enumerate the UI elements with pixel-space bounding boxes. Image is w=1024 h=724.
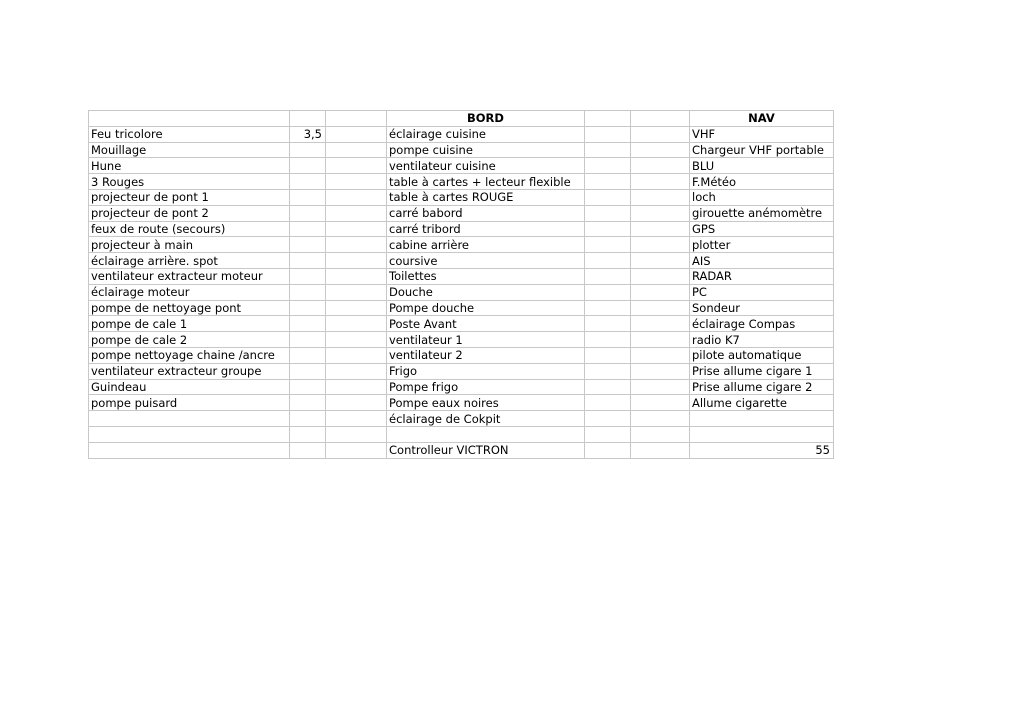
table-row — [89, 363, 834, 379]
table-row — [89, 268, 834, 284]
cell-equipment-a[interactable] — [89, 442, 290, 458]
cell-empty-e[interactable] — [585, 126, 631, 142]
cell-equipment-bord[interactable]: pompe cuisine — [387, 142, 585, 158]
cell-equipment-bord[interactable]: Pompe frigo — [387, 379, 585, 395]
cell-empty-c[interactable] — [326, 142, 387, 158]
cell-equipment-bord[interactable]: Douche — [387, 284, 585, 300]
cell-empty-e[interactable] — [585, 379, 631, 395]
cell-empty-e[interactable] — [585, 268, 631, 284]
cell-equipment-bord[interactable]: Frigo — [387, 363, 585, 379]
cell-empty-e[interactable] — [585, 205, 631, 221]
table-row — [89, 221, 834, 237]
cell-equipment-bord[interactable]: ventilateur cuisine — [387, 158, 585, 174]
cell-empty-c[interactable] — [326, 268, 387, 284]
cell-equipment-a[interactable]: éclairage arrière. spot — [89, 253, 290, 269]
table-row — [89, 379, 834, 395]
cell-equipment-bord[interactable] — [387, 426, 585, 442]
cell-equipment-a[interactable]: Hune — [89, 158, 290, 174]
cell-empty-f[interactable] — [631, 411, 690, 427]
table-row — [89, 189, 834, 205]
cell-value-b[interactable] — [290, 426, 326, 442]
cell-equipment-bord[interactable]: Pompe douche — [387, 300, 585, 316]
cell-value-b[interactable] — [290, 268, 326, 284]
cell[interactable] — [326, 111, 387, 127]
table-row — [89, 142, 834, 158]
cell-empty-c[interactable] — [326, 332, 387, 348]
cell-empty-c[interactable] — [326, 284, 387, 300]
cell-empty-e[interactable] — [585, 442, 631, 458]
cell-equipment-nav[interactable]: plotter — [690, 237, 834, 253]
cell-value-b[interactable] — [290, 158, 326, 174]
cell-value-b[interactable] — [290, 363, 326, 379]
cell-equipment-bord[interactable]: Controlleur VICTRON — [387, 442, 585, 458]
cell-value-b[interactable] — [290, 253, 326, 269]
table-row — [89, 237, 834, 253]
cell-empty-f[interactable] — [631, 332, 690, 348]
table-row — [89, 158, 834, 174]
cell-value-b[interactable] — [290, 284, 326, 300]
cell-empty-f[interactable] — [631, 158, 690, 174]
table-row — [89, 332, 834, 348]
cell-equipment-bord[interactable]: Pompe eaux noires — [387, 395, 585, 411]
cell-equipment-nav[interactable]: Sondeur — [690, 300, 834, 316]
cell[interactable] — [631, 111, 690, 127]
cell-equipment-nav[interactable]: Prise allume cigare 2 — [690, 379, 834, 395]
cell-empty-c[interactable] — [326, 442, 387, 458]
cell-equipment-nav[interactable]: GPS — [690, 221, 834, 237]
cell-equipment-bord[interactable]: Toilettes — [387, 268, 585, 284]
cell-value-b[interactable]: 3,5 — [290, 126, 326, 142]
cell-empty-f[interactable] — [631, 363, 690, 379]
cell-empty-c[interactable] — [326, 379, 387, 395]
cell-empty-c[interactable] — [326, 347, 387, 363]
cell-equipment-a[interactable] — [89, 426, 290, 442]
cell-empty-e[interactable] — [585, 316, 631, 332]
table-row — [89, 284, 834, 300]
cell-empty-f[interactable] — [631, 347, 690, 363]
cell-equipment-nav[interactable]: Prise allume cigare 1 — [690, 363, 834, 379]
spreadsheet-table — [88, 110, 834, 459]
cell-empty-e[interactable] — [585, 363, 631, 379]
cell-equipment-a[interactable]: Guindeau — [89, 379, 290, 395]
table-row — [89, 411, 834, 427]
cell-equipment-bord[interactable]: carré tribord — [387, 221, 585, 237]
cell-equipment-nav[interactable]: loch — [690, 189, 834, 205]
cell-equipment-bord[interactable]: carré babord — [387, 205, 585, 221]
cell-empty-f[interactable] — [631, 253, 690, 269]
cell-equipment-nav[interactable]: radio K7 — [690, 332, 834, 348]
cell-equipment-a[interactable]: 3 Rouges — [89, 174, 290, 190]
cell-empty-f[interactable] — [631, 221, 690, 237]
cell-equipment-bord[interactable]: coursive — [387, 253, 585, 269]
cell-value-b[interactable] — [290, 395, 326, 411]
cell-empty-c[interactable] — [326, 158, 387, 174]
cell-value-b[interactable] — [290, 347, 326, 363]
cell-empty-c[interactable] — [326, 363, 387, 379]
cell-value-b[interactable] — [290, 300, 326, 316]
cell-equipment-bord[interactable]: Poste Avant — [387, 316, 585, 332]
cell-equipment-nav[interactable] — [690, 411, 834, 427]
cell-value-b[interactable] — [290, 174, 326, 190]
cell-empty-f[interactable] — [631, 142, 690, 158]
header-nav[interactable]: NAV — [690, 111, 834, 127]
cell-equipment-bord[interactable]: éclairage de Cokpit — [387, 411, 585, 427]
cell-empty-e[interactable] — [585, 300, 631, 316]
table-row — [89, 300, 834, 316]
cell-empty-e[interactable] — [585, 189, 631, 205]
cell-empty-c[interactable] — [326, 174, 387, 190]
cell-value-b[interactable] — [290, 411, 326, 427]
cell-equipment-a[interactable]: Feu tricolore — [89, 126, 290, 142]
cell-equipment-a[interactable]: projecteur à main — [89, 237, 290, 253]
table-row — [89, 442, 834, 458]
cell-empty-c[interactable] — [326, 205, 387, 221]
cell-value-b[interactable] — [290, 205, 326, 221]
cell-empty-c[interactable] — [326, 253, 387, 269]
cell-equipment-a[interactable]: pompe nettoyage chaine /ancre — [89, 347, 290, 363]
cell-empty-e[interactable] — [585, 332, 631, 348]
cell-equipment-nav[interactable]: AIS — [690, 253, 834, 269]
cell-equipment-nav[interactable]: RADAR — [690, 268, 834, 284]
cell-empty-f[interactable] — [631, 189, 690, 205]
cell-equipment-nav[interactable]: Chargeur VHF portable — [690, 142, 834, 158]
cell-equipment-nav[interactable] — [690, 426, 834, 442]
cell-empty-f[interactable] — [631, 268, 690, 284]
cell-equipment-a[interactable]: pompe de cale 2 — [89, 332, 290, 348]
cell-empty-f[interactable] — [631, 395, 690, 411]
cell-empty-c[interactable] — [326, 237, 387, 253]
cell-value-b[interactable] — [290, 332, 326, 348]
cell-equipment-a[interactable]: ventilateur extracteur moteur — [89, 268, 290, 284]
cell-empty-f[interactable] — [631, 126, 690, 142]
cell-empty-e[interactable] — [585, 142, 631, 158]
cell-value-b[interactable] — [290, 379, 326, 395]
cell-empty-c[interactable] — [326, 189, 387, 205]
cell-empty-e[interactable] — [585, 174, 631, 190]
cell-value-h[interactable]: 55 — [761, 442, 834, 458]
cell-equipment-a[interactable]: feux de route (secours) — [89, 221, 290, 237]
cell-equipment-nav[interactable] — [690, 442, 761, 458]
cell-empty-e[interactable] — [585, 253, 631, 269]
cell[interactable] — [585, 111, 631, 127]
cell-empty-e[interactable] — [585, 426, 631, 442]
cell-equipment-nav[interactable]: PC — [690, 284, 834, 300]
cell-equipment-bord[interactable]: ventilateur 2 — [387, 347, 585, 363]
cell-equipment-a[interactable]: pompe de nettoyage pont — [89, 300, 290, 316]
cell[interactable] — [89, 111, 290, 127]
cell-empty-e[interactable] — [585, 221, 631, 237]
cell-value-b[interactable] — [290, 221, 326, 237]
cell-equipment-nav[interactable]: F.Météo — [690, 174, 834, 190]
header-row — [89, 111, 834, 127]
table-row — [89, 316, 834, 332]
cell-equipment-nav[interactable]: pilote automatique — [690, 347, 834, 363]
cell-equipment-a[interactable] — [89, 411, 290, 427]
cell-equipment-a[interactable]: projecteur de pont 1 — [89, 189, 290, 205]
cell-empty-f[interactable] — [631, 316, 690, 332]
header-bord[interactable]: BORD — [387, 111, 585, 127]
cell-equipment-bord[interactable]: table à cartes + lecteur flexible — [387, 174, 585, 190]
cell-equipment-a[interactable]: Mouillage — [89, 142, 290, 158]
cell-value-b[interactable] — [290, 316, 326, 332]
cell-empty-c[interactable] — [326, 426, 387, 442]
cell-equipment-nav[interactable]: éclairage Compas — [690, 316, 834, 332]
cell-empty-f[interactable] — [631, 174, 690, 190]
cell-equipment-bord[interactable]: éclairage cuisine — [387, 126, 585, 142]
cell-equipment-a[interactable]: pompe de cale 1 — [89, 316, 290, 332]
cell-value-b[interactable] — [290, 189, 326, 205]
cell-equipment-a[interactable]: éclairage moteur — [89, 284, 290, 300]
cell-empty-c[interactable] — [326, 395, 387, 411]
cell-value-b[interactable] — [290, 237, 326, 253]
cell-empty-f[interactable] — [631, 442, 690, 458]
cell-empty-f[interactable] — [631, 379, 690, 395]
cell-empty-e[interactable] — [585, 284, 631, 300]
cell-empty-f[interactable] — [631, 237, 690, 253]
cell-empty-f[interactable] — [631, 300, 690, 316]
cell-equipment-a[interactable]: pompe puisard — [89, 395, 290, 411]
cell-empty-f[interactable] — [631, 284, 690, 300]
cell-value-b[interactable] — [290, 142, 326, 158]
cell-empty-e[interactable] — [585, 237, 631, 253]
cell-equipment-nav[interactable]: Allume cigarette — [690, 395, 834, 411]
table-row — [89, 253, 834, 269]
cell-empty-c[interactable] — [326, 300, 387, 316]
cell[interactable] — [290, 111, 326, 127]
table-row — [89, 395, 834, 411]
table-row — [89, 205, 834, 221]
cell-empty-e[interactable] — [585, 395, 631, 411]
cell-empty-f[interactable] — [631, 426, 690, 442]
table-row — [89, 347, 834, 363]
cell-empty-c[interactable] — [326, 221, 387, 237]
cell-equipment-bord[interactable]: cabine arrière — [387, 237, 585, 253]
table-row — [89, 126, 834, 142]
cell-equipment-a[interactable]: projecteur de pont 2 — [89, 205, 290, 221]
cell-empty-e[interactable] — [585, 158, 631, 174]
table-row — [89, 174, 834, 190]
cell-empty-f[interactable] — [631, 205, 690, 221]
table-row — [89, 426, 834, 442]
cell-equipment-a[interactable]: ventilateur extracteur groupe — [89, 363, 290, 379]
cell-empty-c[interactable] — [326, 316, 387, 332]
cell-equipment-bord[interactable]: table à cartes ROUGE — [387, 189, 585, 205]
cell-empty-c[interactable] — [326, 126, 387, 142]
cell-empty-e[interactable] — [585, 347, 631, 363]
cell-equipment-nav[interactable]: girouette anémomètre — [690, 205, 834, 221]
cell-equipment-nav[interactable]: VHF — [690, 126, 834, 142]
cell-empty-e[interactable] — [585, 411, 631, 427]
cell-equipment-bord[interactable]: ventilateur 1 — [387, 332, 585, 348]
cell-empty-c[interactable] — [326, 411, 387, 427]
cell-equipment-nav[interactable]: BLU — [690, 158, 834, 174]
cell-value-b[interactable] — [290, 442, 326, 458]
